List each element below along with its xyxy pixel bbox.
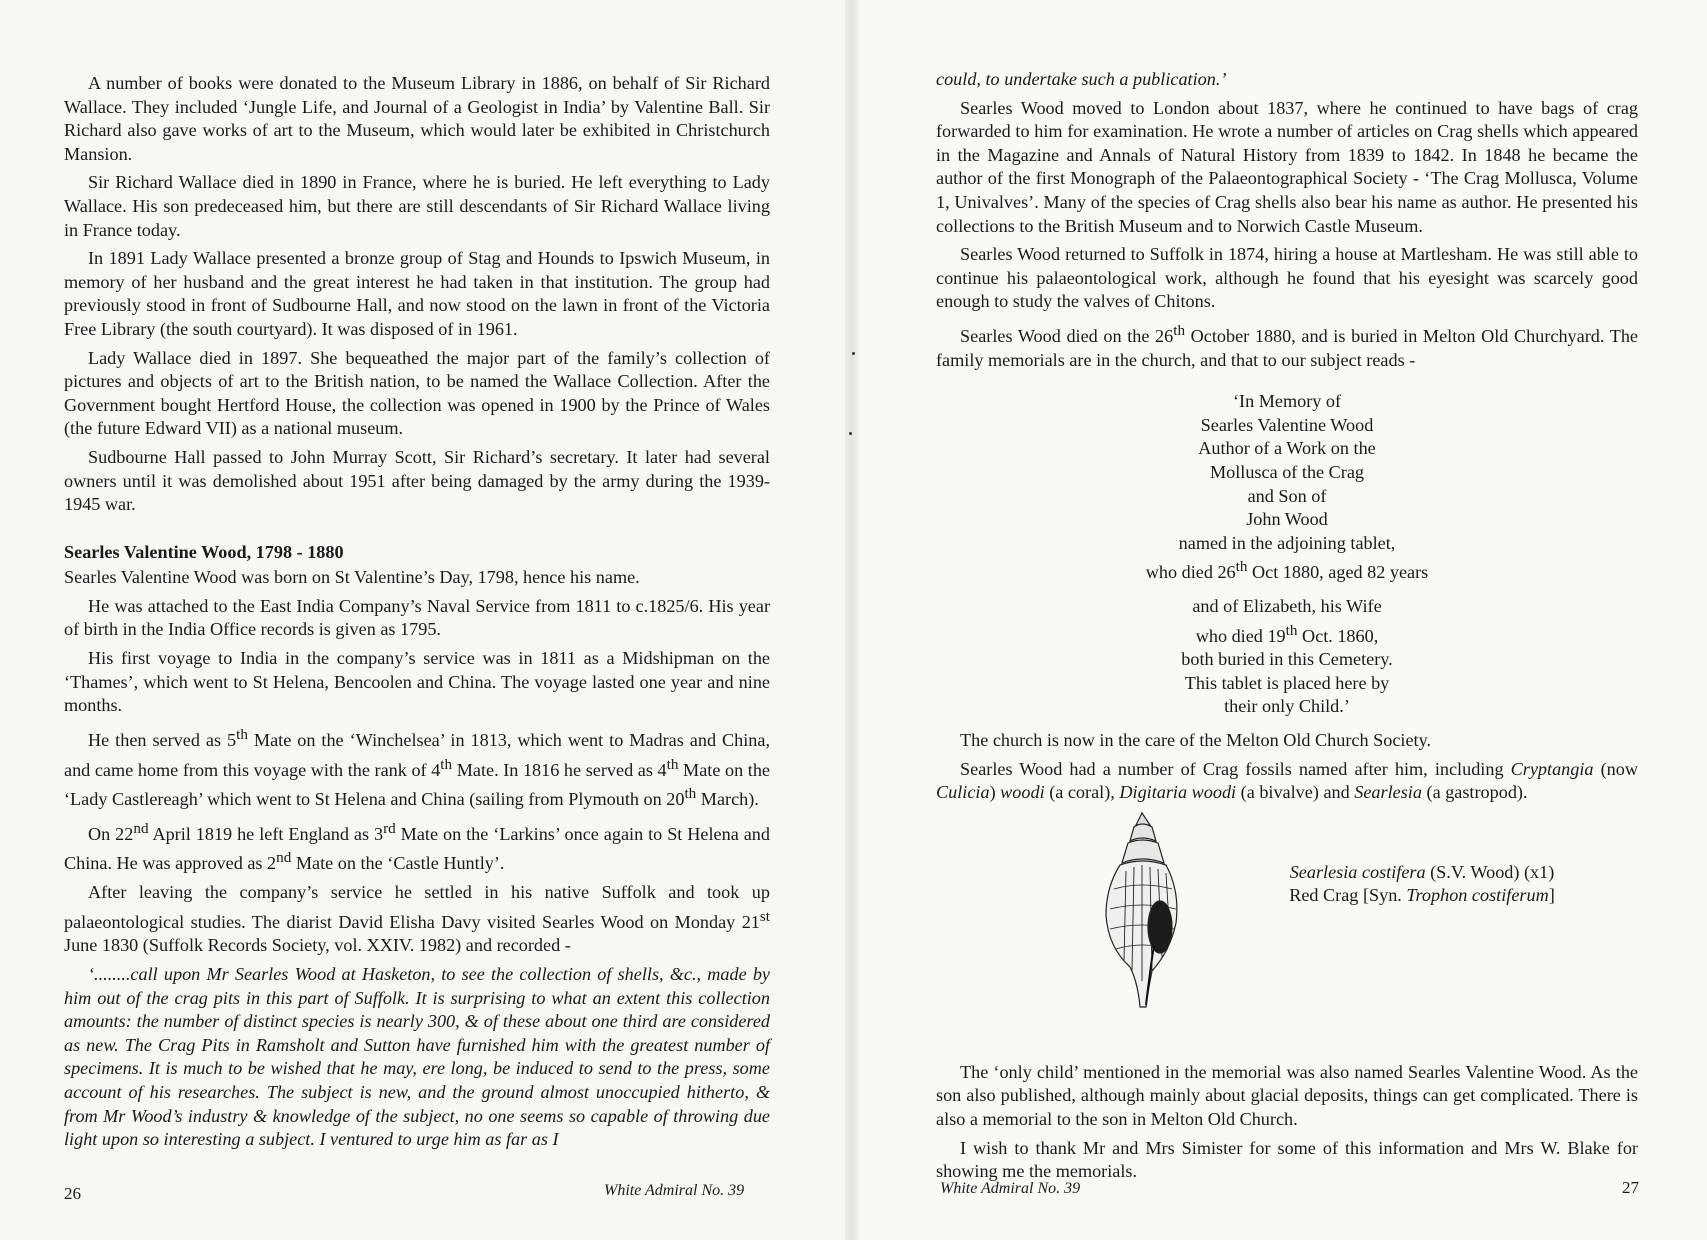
memorial-line: named in the adjoining tablet, (1178, 532, 1396, 553)
print-speck (852, 352, 855, 355)
quote-ending: could, to undertake such a publication.’ (936, 69, 1227, 89)
paragraph-thanks: I wish to thank Mr and Mrs Simister for some of this information and Mrs W. Blake for showing me the memorials. (936, 1137, 1638, 1182)
right-text-column (936, 68, 1638, 1189)
fossil-figure (936, 811, 1638, 1051)
memorial-line: John Wood (1246, 509, 1328, 530)
diary-quote: ‘........call upon Mr Searles Wood at Hasketon, to see the collection of shells, &c., made by him out of the crag pits in this part of Suffolk. It is surprising to what an extent this collection amounts: the number of distinct species is nearly 300, & of these about one third are considered as new. The Crag Pits in Ramsholt and Sutton have furnished him with the greatest number of specimens. It is much to be wished that he may, ere long, be induced to send to the press, some account of his researches. The subject is new, and the ground almost unoccupied hitherto, & from Mr Wood’s industry & knowledge of the subject, no one seems so capable of throwing due light upon so interesting a subject. I ventured to urge him as far as I (64, 963, 770, 1150)
memorial-line: ‘In Memory of (1232, 391, 1342, 412)
paragraph-after-service: After leaving the company’s service he settled in his native Suffolk and took up palaeontological studies. The diarist David Elisha Davy visited Searles Wood on Monday 21st June 1830 (Suffolk Records Society, vol. XXIV. 1982) and recorded - (64, 882, 770, 956)
memorial-line: who died 19th Oct. 1860, (1195, 621, 1379, 646)
print-speck (849, 432, 852, 435)
section-heading: Searles Valentine Wood, 1798 - 1880 (64, 541, 344, 562)
folio-right: White Admiral No. 39 (940, 1180, 1081, 1197)
paragraph-stag-hounds: In 1891 Lady Wallace presented a bronze group of Stag and Hounds to Ipswich Museum, in memory of her husband and the great interest he had taken in that institution. The group had previously stood in front of Sudbourne Hall, and now stood on the lawn in front of the Victoria Free Library (the south courtyard). It was disposed of in 1961. (64, 248, 770, 339)
paragraph-lady-wallace: Lady Wallace died in 1897. She bequeathed the major part of the family’s collection of pictures and objects of art to the British nation, to be named the Wallace Collection. After the Government bought Hertford House, the collection was opened in 1900 by the Prince of Wales (the future Edward VII) as a national museum. (64, 347, 770, 439)
paragraph-mate-service: He then served as 5th Mate on the ‘Winchelsea’ in 1813, which went to Madras and China, and came home from this voyage with the rank of 4th Mate. In 1816 he served as 4th Mate on the ‘Lady Castlereagh’ which went to St Helena and China (sailing from Plymouth on 20th March). (64, 725, 771, 810)
memorial-line: and Son of (1247, 485, 1327, 506)
paragraph-east-india: He was attached to the East India Company’s Naval Service from 1811 to c.1825/6. His year of birth in the India Office records is given as 1795. (64, 595, 770, 640)
memorial-line: both buried in this Cemetery. (1181, 649, 1393, 670)
paragraph-church-society: The church is now in the care of the Melton Old Church Society. (960, 730, 1432, 751)
memorial-line: and of Elizabeth, his Wife (1192, 596, 1382, 616)
folio-left: White Admiral No. 39 (604, 1182, 745, 1199)
page-number-left: 26 (64, 1184, 81, 1203)
memorial-line: This tablet is placed here by (1184, 672, 1390, 693)
book-gutter (845, 0, 859, 1240)
paragraph-books: A number of books were donated to the Museum Library in 1886, on behalf of Sir Richard Wallace. They included ‘Jungle Life, and Journal of a Geologist in India’ by Valentine Ball. Sir Richard also gave works of art to the Museum, which would later be exhibited in Christchurch Mansion. (64, 73, 770, 164)
paragraph-return-suffolk: Searles Wood returned to Suffolk in 1874, hiring a house at Martlesham. He was still able to continue his palaeontological work, although he found that his eyesight was scarcely good enough to study the valves of Chitons. (936, 244, 1638, 312)
memorial-line: Author of a Work on the (1198, 438, 1376, 459)
caption-line-formation: Red Crag [Syn. Trophon costiferum] (1289, 885, 1555, 906)
memorial-line: Searles Valentine Wood (1200, 414, 1374, 435)
page-number-right: 27 (1622, 1178, 1639, 1197)
paragraph-intro: Searles Valentine Wood was born on St Valentine’s Day, 1798, hence his name. (64, 567, 640, 588)
caption-line-species: Searlesia costifera (S.V. Wood) (x1) (1289, 861, 1555, 882)
paragraph-death: Searles Wood died on the 26th October 1880, and is buried in Melton Old Churchyard. The family memorials are in the church, and that to our subject reads - (936, 321, 1638, 370)
paragraph-only-child: The ‘only child’ mentioned in the memorial was also named Searles Valentine Wood. As the son also published, although mainly about glacial deposits, things can get complicated. There is also a memorial to the son in Melton Old Church. (936, 1061, 1638, 1129)
paragraph-wallace-death: Sir Richard Wallace died in 1890 in France, where he is buried. He left everything to Lady Wallace. His son predeceased him, but there are still descendants of Sir Richard Wallace living in France today. (64, 172, 770, 240)
paragraph-london: Searles Wood moved to London about 1837, where he continued to have bags of crag forwarded to him for examination. He wrote a number of articles on Crag shells which appeared in the Magazine and Annals of Natural History from 1839 to 1842. In 1848 he became the author of the first Monograph of the Palaeontographical Society - ‘The Crag Mollusca, Volume 1, Univalves’. Many of the species of Crag shells also bear his name as author. He presented his collections to the British Museum and to Norwich Castle Museum. (936, 97, 1638, 236)
paragraph-sudbourne-hall: Sudbourne Hall passed to John Murray Scott, Sir Richard’s secretary. It later had several owners until it was demolished about 1951 after being damaged by the army during the 1939-1945 war. (64, 446, 770, 515)
memorial-line: Mollusca of the Crag (1209, 461, 1365, 482)
memorial-inscription (936, 390, 1638, 719)
paragraph-larkins: On 22nd April 1819 he left England as 3rd Mate on the ‘Larkins’ once again to St Helena and China. He was approved as 2nd Mate on the ‘Castle Huntly’. (64, 819, 770, 874)
left-text-column (64, 72, 770, 1157)
gastropod-shell-illustration (1096, 811, 1196, 1011)
paragraph-fossils: Searles Wood had a number of Crag fossils named after him, including Cryptangia (now Culicia) woodi (a coral), Digitaria woodi (a bivalve) and Searlesia (a gastropod). (936, 758, 1638, 803)
fossil-caption (1212, 861, 1632, 908)
memorial-line: who died 26th Oct 1880, aged 82 years (1145, 558, 1429, 583)
paragraph-first-voyage: His first voyage to India in the company’s service was in 1811 as a Midshipman on the ‘Thames’, which went to St Helena, Bencoolen and China. The voyage lasted one year and nine months. (64, 648, 770, 716)
memorial-line: their only Child.’ (1224, 696, 1350, 717)
